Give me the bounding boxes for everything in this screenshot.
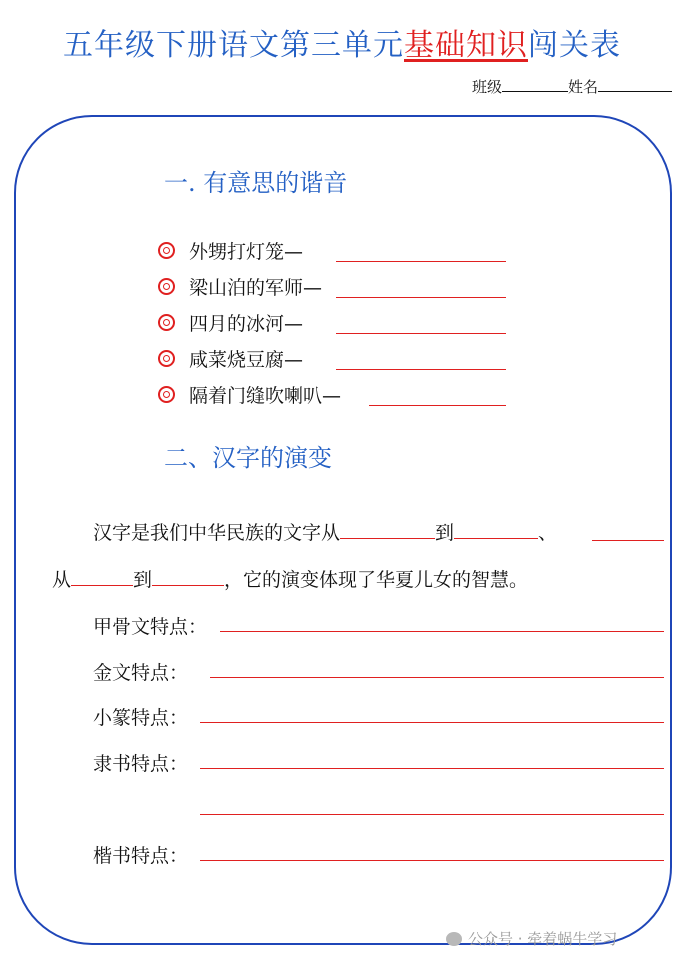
title-highlight: 基础知识: [404, 28, 528, 63]
answer-line[interactable]: [220, 631, 664, 632]
answer-line[interactable]: [200, 722, 664, 723]
student-info: [472, 76, 672, 97]
para-text: 、: [538, 522, 558, 544]
bullet-icon: [158, 314, 175, 331]
riddle-text: 咸菜烧豆腐—: [189, 349, 304, 371]
title-part2: 闯关表: [528, 28, 621, 63]
bullet-icon: [158, 242, 175, 259]
feature-label: 小篆特点：: [93, 707, 189, 729]
para-text: 到: [133, 569, 153, 591]
answer-line[interactable]: [200, 768, 664, 769]
paragraph-line2: [52, 565, 528, 592]
answer-line[interactable]: [210, 677, 664, 678]
answer-line[interactable]: [336, 261, 506, 262]
feature-label: 楷书特点：: [93, 845, 189, 867]
riddle-text: 外甥打灯笼—: [189, 241, 304, 263]
page-title: [0, 20, 684, 64]
para-text: 从: [52, 569, 72, 591]
fill-blank[interactable]: [592, 540, 664, 541]
para-text: 汉字是我们中华民族的文字从: [93, 522, 341, 544]
answer-line[interactable]: [200, 860, 664, 861]
name-blank[interactable]: [598, 77, 672, 92]
fill-blank[interactable]: [152, 565, 224, 586]
section1-heading: 一. 有意思的谐音: [164, 169, 348, 197]
para-text: ，它的演变体现了华夏儿女的智慧。: [224, 569, 529, 591]
list-item: [158, 310, 303, 338]
feature-label: 隶书特点：: [93, 753, 189, 775]
feature-label: 金文特点：: [93, 662, 189, 684]
paragraph-line1: [93, 518, 557, 545]
class-blank[interactable]: [502, 77, 568, 92]
answer-line[interactable]: [200, 814, 664, 815]
riddle-text: 梁山泊的军师—: [189, 277, 323, 299]
answer-line[interactable]: [369, 405, 506, 406]
list-item: [158, 274, 322, 302]
watermark-text: 公众号 · 牵着蜗牛学习: [468, 930, 618, 948]
section2-heading: 二、汉字的演变: [164, 444, 332, 472]
list-item: [158, 346, 303, 374]
title-part1: 五年级下册语文第三单元: [63, 28, 404, 63]
riddle-text: 隔着门缝吹喇叭—: [189, 385, 342, 407]
fill-blank[interactable]: [454, 518, 538, 539]
wechat-icon: [446, 932, 462, 946]
fill-blank[interactable]: [340, 518, 435, 539]
bullet-icon: [158, 278, 175, 295]
bullet-icon: [158, 386, 175, 403]
answer-line[interactable]: [336, 333, 506, 334]
feature-label: 甲骨文特点：: [93, 616, 208, 638]
list-item: [158, 382, 341, 410]
bullet-icon: [158, 350, 175, 367]
name-label: 姓名: [567, 78, 598, 96]
riddle-text: 四月的冰河—: [189, 313, 304, 335]
watermark: [446, 928, 617, 949]
class-label: 班级: [471, 78, 502, 96]
answer-line[interactable]: [336, 297, 506, 298]
fill-blank[interactable]: [71, 565, 133, 586]
answer-line[interactable]: [336, 369, 506, 370]
list-item: [158, 238, 303, 266]
para-text: 到: [435, 522, 455, 544]
